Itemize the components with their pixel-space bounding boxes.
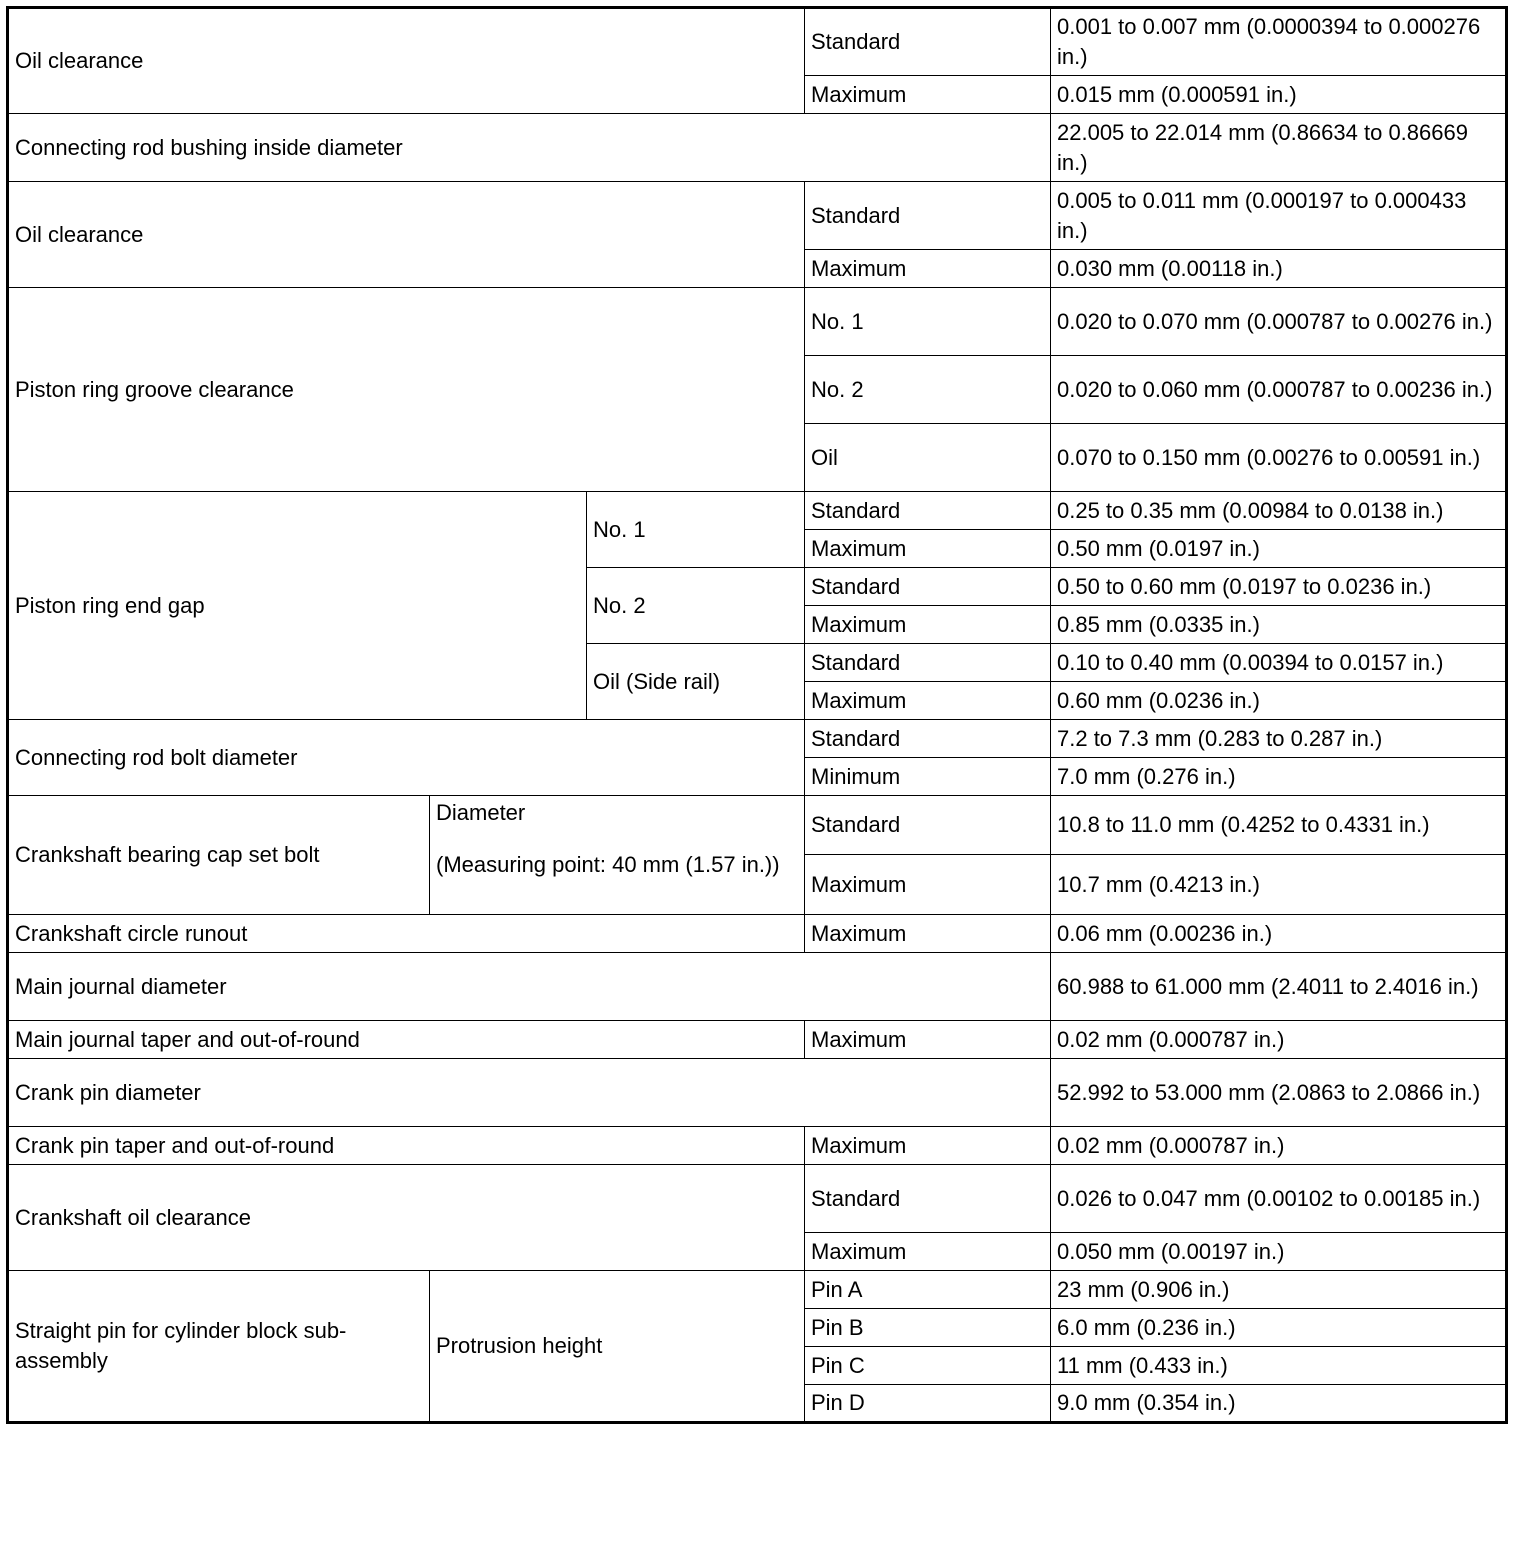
spec-type: Standard xyxy=(805,796,1051,855)
main-journal-label: Main journal diameter xyxy=(8,953,1051,1021)
rod-bushing-label: Connecting rod bushing inside diameter xyxy=(8,114,1051,182)
spec-value: 0.10 to 0.40 mm (0.00394 to 0.0157 in.) xyxy=(1051,644,1507,682)
spec-value: 0.005 to 0.011 mm (0.000197 to 0.000433 in.) xyxy=(1051,182,1507,250)
spec-value: 0.020 to 0.070 mm (0.000787 to 0.00276 in.) xyxy=(1051,288,1507,356)
spec-value: 0.02 mm (0.000787 in.) xyxy=(1051,1127,1507,1165)
ring-name: No. 1 xyxy=(587,492,805,568)
spec-value: 0.50 to 0.60 mm (0.0197 to 0.0236 in.) xyxy=(1051,568,1507,606)
cap-bolt-sub-line2: (Measuring point: 40 mm (1.57 in.)) xyxy=(436,852,780,877)
spec-value: 0.030 mm (0.00118 in.) xyxy=(1051,250,1507,288)
spec-value: 7.0 mm (0.276 in.) xyxy=(1051,758,1507,796)
spec-value: 6.0 mm (0.236 in.) xyxy=(1051,1309,1507,1347)
spec-type: Standard xyxy=(805,492,1051,530)
cap-bolt-sub-label xyxy=(430,796,805,915)
spec-type: Maximum xyxy=(805,250,1051,288)
spec-type: Maximum xyxy=(805,76,1051,114)
ring-name: No. 2 xyxy=(587,568,805,644)
spec-value: 0.50 mm (0.0197 in.) xyxy=(1051,530,1507,568)
circle-runout-label: Crankshaft circle runout xyxy=(8,915,805,953)
spec-type: Standard xyxy=(805,644,1051,682)
table-row xyxy=(8,1021,1507,1059)
spec-value: 60.988 to 61.000 mm (2.4011 to 2.4016 in.) xyxy=(1051,953,1507,1021)
spec-value: 52.992 to 53.000 mm (2.0863 to 2.0866 in.) xyxy=(1051,1059,1507,1127)
spec-value: 0.25 to 0.35 mm (0.00984 to 0.0138 in.) xyxy=(1051,492,1507,530)
spec-value: 0.026 to 0.047 mm (0.00102 to 0.00185 in.) xyxy=(1051,1165,1507,1233)
table-row xyxy=(8,182,1507,250)
cap-bolt-label: Crankshaft bearing cap set bolt xyxy=(8,796,430,915)
protrusion-height-label: Protrusion height xyxy=(430,1271,805,1423)
spec-type: No. 2 xyxy=(805,356,1051,424)
spec-type: Standard xyxy=(805,568,1051,606)
oil-clearance-label: Oil clearance xyxy=(8,182,805,288)
spec-type: Maximum xyxy=(805,1021,1051,1059)
table-row xyxy=(8,1271,1507,1309)
pin-name: Pin B xyxy=(805,1309,1051,1347)
spec-value: 0.02 mm (0.000787 in.) xyxy=(1051,1021,1507,1059)
spec-value: 22.005 to 22.014 mm (0.86634 to 0.86669 in.) xyxy=(1051,114,1507,182)
spec-type: Standard xyxy=(805,8,1051,76)
spec-type: Maximum xyxy=(805,855,1051,915)
pin-name: Pin C xyxy=(805,1347,1051,1385)
spec-type: Standard xyxy=(805,1165,1051,1233)
spec-value: 11 mm (0.433 in.) xyxy=(1051,1347,1507,1385)
specification-table xyxy=(6,6,1508,1424)
spec-value: 7.2 to 7.3 mm (0.283 to 0.287 in.) xyxy=(1051,720,1507,758)
table-row xyxy=(8,1059,1507,1127)
spec-type: Maximum xyxy=(805,530,1051,568)
spec-type: Maximum xyxy=(805,682,1051,720)
crank-pin-label: Crank pin diameter xyxy=(8,1059,1051,1127)
spec-type: Maximum xyxy=(805,1127,1051,1165)
table-row xyxy=(8,796,1507,855)
table-row xyxy=(8,915,1507,953)
spec-type: Maximum xyxy=(805,1233,1051,1271)
spec-value: 0.020 to 0.060 mm (0.000787 to 0.00236 in.) xyxy=(1051,356,1507,424)
spec-value: 0.85 mm (0.0335 in.) xyxy=(1051,606,1507,644)
ring-name: Oil (Side rail) xyxy=(587,644,805,720)
spec-value: 10.8 to 11.0 mm (0.4252 to 0.4331 in.) xyxy=(1051,796,1507,855)
table-row xyxy=(8,114,1507,182)
table-row xyxy=(8,288,1507,356)
pin-name: Pin A xyxy=(805,1271,1051,1309)
spec-type: No. 1 xyxy=(805,288,1051,356)
end-gap-label: Piston ring end gap xyxy=(8,492,587,720)
pin-taper-label: Crank pin taper and out-of-round xyxy=(8,1127,805,1165)
table-row xyxy=(8,1165,1507,1233)
groove-clearance-label: Piston ring groove clearance xyxy=(8,288,805,492)
table-row xyxy=(8,492,1507,530)
main-taper-label: Main journal taper and out-of-round xyxy=(8,1021,805,1059)
spec-value: 0.050 mm (0.00197 in.) xyxy=(1051,1233,1507,1271)
cap-bolt-sub-line1: Diameter xyxy=(436,800,526,825)
spec-type: Minimum xyxy=(805,758,1051,796)
spec-type: Oil xyxy=(805,424,1051,492)
spec-value: 0.60 mm (0.0236 in.) xyxy=(1051,682,1507,720)
spec-type: Maximum xyxy=(805,915,1051,953)
oil-clearance-label: Oil clearance xyxy=(8,8,805,114)
spec-type: Standard xyxy=(805,182,1051,250)
spec-value: 23 mm (0.906 in.) xyxy=(1051,1271,1507,1309)
spec-value: 0.06 mm (0.00236 in.) xyxy=(1051,915,1507,953)
rod-bolt-label: Connecting rod bolt diameter xyxy=(8,720,805,796)
spec-value: 0.001 to 0.007 mm (0.0000394 to 0.000276 in.) xyxy=(1051,8,1507,76)
spec-type: Maximum xyxy=(805,606,1051,644)
straight-pin-label: Straight pin for cylinder block sub-assembly xyxy=(8,1271,430,1423)
spec-type: Standard xyxy=(805,720,1051,758)
table-row xyxy=(8,8,1507,76)
spec-value: 0.015 mm (0.000591 in.) xyxy=(1051,76,1507,114)
spec-value: 10.7 mm (0.4213 in.) xyxy=(1051,855,1507,915)
table-row xyxy=(8,953,1507,1021)
spec-value: 0.070 to 0.150 mm (0.00276 to 0.00591 in.) xyxy=(1051,424,1507,492)
pin-name: Pin D xyxy=(805,1385,1051,1423)
table-row xyxy=(8,1127,1507,1165)
crank-oil-label: Crankshaft oil clearance xyxy=(8,1165,805,1271)
spec-value: 9.0 mm (0.354 in.) xyxy=(1051,1385,1507,1423)
table-row xyxy=(8,720,1507,758)
